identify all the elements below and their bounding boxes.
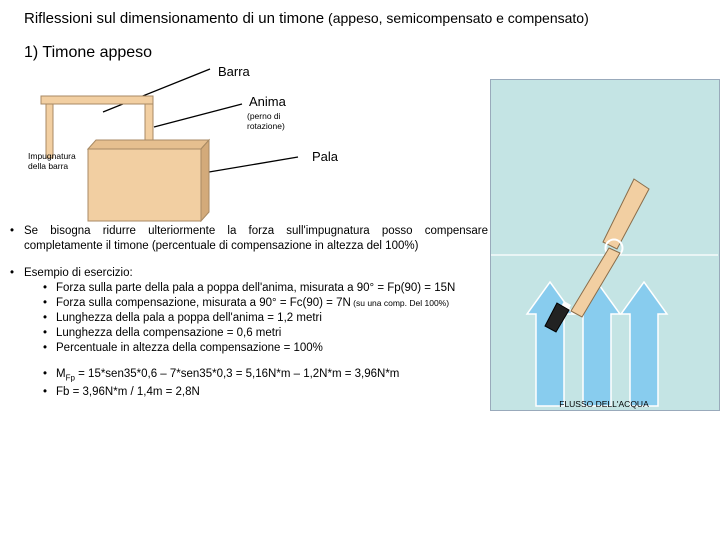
moment-formula: • $M_{Fp} = 15*sen35*0,6 - 7*sen35*0,3 = 5,16N*m - 1,2N*m = 3,96N*m$ <box>43 368 400 383</box>
list-item: • Forza sulla compensazione, misurata a 90° = Fc(90) = 7N (su una comp. Del 100%) <box>43 297 450 309</box>
bullet-exercise: • Esempio di esercizio: <box>10 267 133 279</box>
bullet-compensation: • Se bisogna ridurre ulteriormente la forza sull'impugnatura posso compensare completamente il timone (percentuale di compensazione in altezza del 100%) <box>10 225 488 252</box>
flow-arrow <box>621 282 667 406</box>
title-subtitle: (appeso, semicompensato e compensato) <box>324 10 589 26</box>
list-item: • Lunghezza della pala a poppa dell'anima = 1,2 metri <box>43 312 322 324</box>
flow-figure <box>490 79 720 411</box>
anima-leader <box>154 104 242 127</box>
rudder-stock <box>145 104 153 142</box>
title-main: Riflessioni sul dimensionamento di un timone <box>24 10 325 27</box>
tiller-bar <box>41 96 153 104</box>
compensation-note: (su una comp. Del 100%) <box>350 298 450 308</box>
bullet-list <box>10 224 488 400</box>
blade-side-face <box>201 140 209 221</box>
list-item: • Lunghezza della compensazione = 0,6 metri <box>43 327 282 339</box>
pala-leader <box>209 157 298 172</box>
barra-label: Barra <box>218 64 250 79</box>
rudder-blade-top <box>603 179 649 249</box>
list-item: • Forza sulla parte della pala a poppa dell'anima, misurata a 90° = Fp(90) = 15N <box>43 282 456 294</box>
flow-caption: FLUSSO DELL'ACQUA <box>559 399 649 409</box>
perno-label: (perno di rotazione) <box>247 111 285 131</box>
rudder-blade <box>88 149 201 221</box>
impugnatura-label: Impugnatura della barra <box>28 151 76 171</box>
force-formula: • Fb = 3,96N*m / 1,4m = 2,8N <box>43 386 200 399</box>
rudder-diagram <box>0 0 490 222</box>
pala-label: Pala <box>312 149 339 164</box>
anima-label: Anima <box>249 94 286 109</box>
barra-leader <box>103 69 210 112</box>
list-item: • Percentuale in altezza della compensazione = 100% <box>43 342 323 354</box>
flow-arrow <box>527 282 573 406</box>
blade-top-face <box>88 140 209 149</box>
tiller-handle <box>46 104 53 158</box>
section-heading: 1) Timone appeso <box>24 44 153 61</box>
